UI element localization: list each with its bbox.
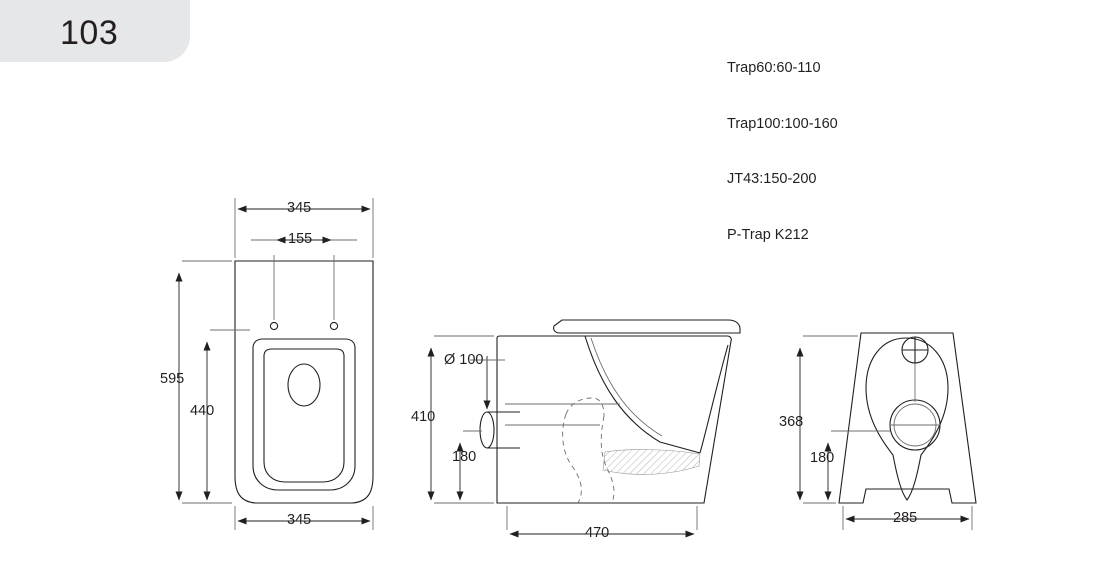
side-overall-height-label: 410 xyxy=(411,409,436,425)
front-bottom-width-label: 345 xyxy=(287,512,312,528)
side-outlet-diameter-label: Ø 100 xyxy=(444,352,484,368)
top-view-geometry xyxy=(839,333,976,503)
page-number: 103 xyxy=(60,14,119,52)
side-view-geometry xyxy=(480,320,740,503)
front-overall-height-label: 595 xyxy=(160,371,185,387)
top-view-dimensions xyxy=(800,336,972,530)
front-bolt-spacing-label: 155 xyxy=(288,231,313,247)
trap-note-line-1: Trap60:60-110 xyxy=(727,60,821,76)
top-overall-height-label: 368 xyxy=(779,414,804,430)
front-view-geometry xyxy=(235,255,373,503)
side-depth-label: 470 xyxy=(585,525,610,541)
front-top-width-label: 345 xyxy=(287,200,312,216)
trap-note-line-4: P-Trap K212 xyxy=(727,226,809,243)
front-inner-height-label: 440 xyxy=(190,403,215,419)
side-outlet-height-label: 180 xyxy=(452,449,477,465)
top-outlet-offset-label: 180 xyxy=(810,450,835,466)
trap-note-line-3: JT43:150-200 xyxy=(727,171,817,187)
trap-note-line-2: Trap100:100-160 xyxy=(727,115,838,132)
top-width-label: 285 xyxy=(893,510,918,526)
